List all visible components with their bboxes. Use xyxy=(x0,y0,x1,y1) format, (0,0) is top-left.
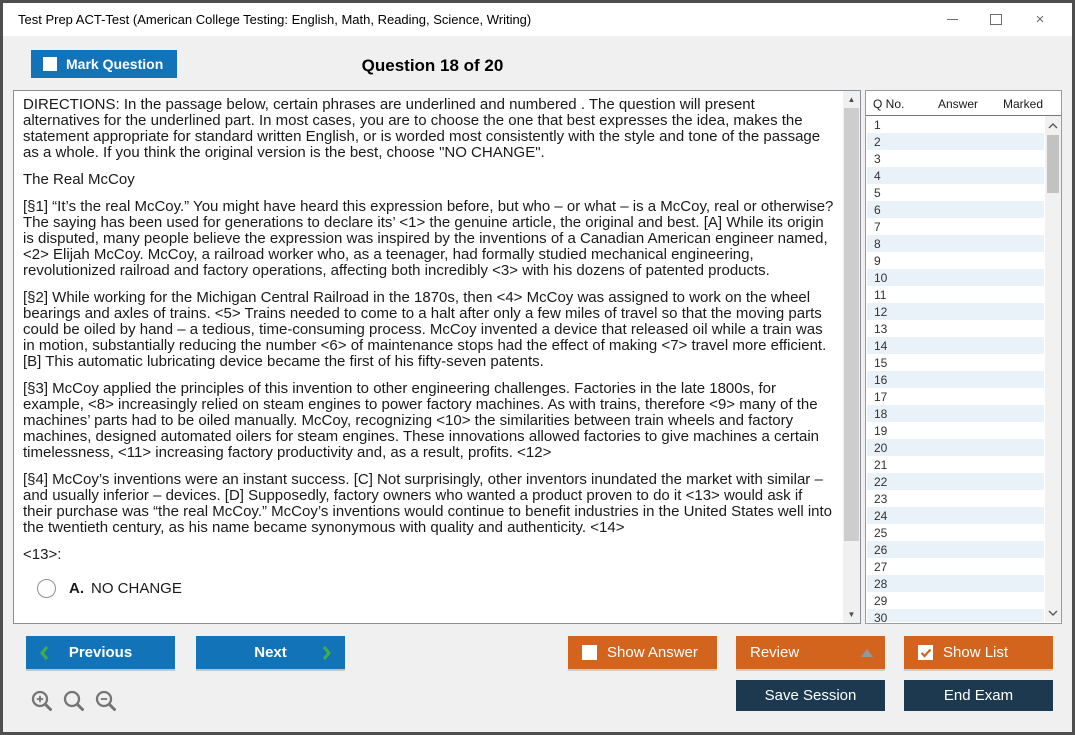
question-list-row[interactable] xyxy=(867,235,1044,252)
q-no-cell: 1 xyxy=(874,117,881,132)
question-list-row[interactable] xyxy=(867,541,1044,558)
question-list-row[interactable] xyxy=(867,422,1044,439)
q-no-cell: 23 xyxy=(874,491,888,506)
chevron-up-icon[interactable] xyxy=(1045,118,1061,133)
q-no-cell: 24 xyxy=(874,508,888,523)
next-button[interactable] xyxy=(196,636,345,669)
show-answer-button[interactable] xyxy=(568,636,717,669)
checkmark-icon xyxy=(920,648,932,658)
passage-content xyxy=(23,97,834,622)
zoom-in-icon[interactable] xyxy=(30,689,55,714)
question-list-row[interactable] xyxy=(867,609,1044,622)
q-no-cell: 28 xyxy=(874,576,888,591)
chevron-right-icon xyxy=(322,645,332,661)
scroll-down-icon[interactable]: ▼ xyxy=(847,610,856,619)
question-list-row[interactable] xyxy=(867,252,1044,269)
question-list-row[interactable] xyxy=(867,473,1044,490)
show-list-checkbox[interactable] xyxy=(918,645,933,660)
question-list-row[interactable] xyxy=(867,201,1044,218)
question-list-row[interactable] xyxy=(867,337,1044,354)
question-list-row[interactable] xyxy=(867,286,1044,303)
question-list-row[interactable] xyxy=(867,150,1044,167)
question-list-row[interactable] xyxy=(867,439,1044,456)
maximize-icon xyxy=(990,14,1002,25)
question-list-row[interactable] xyxy=(867,184,1044,201)
q-no-cell: 13 xyxy=(874,321,888,336)
question-list-scrollbar[interactable] xyxy=(1045,116,1061,622)
passage-paragraph-3: [§3] McCoy applied the principles of this invention to other engineering challenges. Factories in the late 1800s, for example, <8> increasingly relied on steam engines to power factory machines. As with trains, therefore <9> many of the machines’ parts had to be oiled manually. McCoy, recognizing <10> the similarities between train wheels and factory machines, designed automated oilers for steam engines. These innovations allowed factories to give machines a certain timelessness, <11> increasing factory productivity and, as a result, profits. <12> xyxy=(23,380,820,461)
q-no-cell: 30 xyxy=(874,610,888,622)
question-list-row[interactable] xyxy=(867,269,1044,286)
zoom-reset-icon[interactable] xyxy=(62,689,87,714)
passage-paragraph-2: [§2] While working for the Michigan Central Railroad in the 1870s, then <4> McCoy was assigned to work on the wheel bearings and axles of trains. <5> Trains needed to come to a halt after only a few miles of travel so that the moving parts could be oiled by hand – a tedious, time-consuming process. McCoy invented a device that released oil while a train was in motion, substantially reducing the number <6> of maintenance stops had the effect of making <7> travel more efficient. [B] This automatic lubricating device became the first of his fifty-seven patents. xyxy=(23,289,827,370)
minimize-icon xyxy=(947,19,958,20)
chevron-down-icon[interactable] xyxy=(1045,605,1061,620)
show-answer-label: Show Answer xyxy=(607,644,698,661)
q-no-cell: 26 xyxy=(874,542,888,557)
review-button[interactable] xyxy=(736,636,885,669)
passage-panel xyxy=(13,90,861,624)
question-list-row[interactable] xyxy=(867,575,1044,592)
window-controls xyxy=(930,3,1062,36)
q-no-cell: 22 xyxy=(874,474,888,489)
end-exam-label: End Exam xyxy=(943,687,1014,704)
maximize-button[interactable] xyxy=(974,3,1018,36)
question-list-row[interactable] xyxy=(867,456,1044,473)
q-no-cell: 15 xyxy=(874,355,888,370)
q-no-cell: 19 xyxy=(874,423,888,438)
previous-button[interactable] xyxy=(26,636,175,669)
passage-scrollbar[interactable] xyxy=(843,91,860,623)
option-text: NO CHANGE xyxy=(91,579,182,597)
q-no-cell: 25 xyxy=(874,525,888,540)
passage-paragraph-1: [§1] “It’s the real McCoy.” You might have heard this expression before, but who – or what – is a McCoy, real or otherwise? The saying has been used for generations to declare its’ <1> the genuine article, the original and best. [A] While its origin is disputed, many people believe the expression was inspired by the inventions of a Canadian American engineer named, <2> Elijah McCoy. McCoy, a railroad worker who, as a teenager, had formally studied mechanical engineering, revolutionized railroad and factory operations, affecting both incredibly <3> with his dozens of patented products. xyxy=(23,198,834,279)
scrollbar-thumb[interactable] xyxy=(1047,135,1059,193)
next-label: Next xyxy=(254,644,287,661)
save-session-label: Save Session xyxy=(764,687,857,704)
window-title: Test Prep ACT-Test (American College Testing: English, Math, Reading, Science, Writing) xyxy=(18,12,532,27)
title-bar xyxy=(3,3,1072,36)
q-no-cell: 16 xyxy=(874,372,888,387)
radio-button-icon[interactable] xyxy=(37,579,56,598)
question-list-row[interactable] xyxy=(867,490,1044,507)
show-answer-checkbox[interactable] xyxy=(582,645,597,660)
q-no-cell: 4 xyxy=(874,168,881,183)
question-list-row[interactable] xyxy=(867,592,1044,609)
question-list-row[interactable] xyxy=(867,303,1044,320)
question-prompt: <13>: xyxy=(23,546,62,563)
question-list-row[interactable] xyxy=(867,116,1044,133)
q-no-cell: 8 xyxy=(874,236,881,251)
mark-question-label: Mark Question xyxy=(66,56,164,72)
question-list-row[interactable] xyxy=(867,558,1044,575)
minimize-button[interactable] xyxy=(930,3,974,36)
q-no-cell: 20 xyxy=(874,440,888,455)
q-no-cell: 10 xyxy=(874,270,888,285)
question-list-row[interactable] xyxy=(867,167,1044,184)
q-no-cell: 2 xyxy=(874,134,881,149)
zoom-out-icon[interactable] xyxy=(94,689,119,714)
end-exam-button[interactable] xyxy=(904,680,1053,711)
question-list-row[interactable] xyxy=(867,133,1044,150)
q-no-cell: 18 xyxy=(874,406,888,421)
q-no-cell: 11 xyxy=(874,287,887,302)
question-list-rows xyxy=(867,116,1044,622)
question-list-row[interactable] xyxy=(867,507,1044,524)
marked-column-header: Marked xyxy=(1003,97,1044,111)
q-no-cell: 27 xyxy=(874,559,888,574)
question-list-row[interactable] xyxy=(867,388,1044,405)
answer-column-header: Answer xyxy=(938,97,979,111)
save-session-button[interactable] xyxy=(736,680,885,711)
q-no-cell: 21 xyxy=(874,457,888,472)
question-list-row[interactable] xyxy=(867,524,1044,541)
question-list-row[interactable] xyxy=(867,354,1044,371)
close-icon: × xyxy=(1035,11,1045,28)
q-no-cell: 6 xyxy=(874,202,881,217)
q-no-cell: 14 xyxy=(874,338,888,353)
question-list-panel xyxy=(865,90,1062,624)
question-counter: Question 18 of 20 xyxy=(361,56,504,75)
q-no-cell: 29 xyxy=(874,593,888,608)
chevron-left-icon xyxy=(39,645,49,661)
q-no-cell: 12 xyxy=(874,304,888,319)
passage-paragraph-4: [§4] McCoy’s inventions were an instant success. [C] Not surprisingly, other inventors inundated the market with similar – and usually inferior – devices. [D] Supposedly, factory owners who wanted a product proven to do it <13> would ask if their purchase was “the real McCoy.” McCoy’s inventions would continue to benefit industries in the United States well into the twentieth century, as his name became synonymous with quality and authenticity. <14> xyxy=(23,471,833,536)
question-list-row[interactable] xyxy=(867,405,1044,422)
passage-title: The Real McCoy xyxy=(23,171,135,188)
answer-option-a[interactable] xyxy=(23,579,834,598)
option-letter: A. xyxy=(69,579,84,597)
q-no-cell: 3 xyxy=(874,151,881,166)
q-no-cell: 9 xyxy=(874,253,881,268)
q-no-cell: 7 xyxy=(874,219,881,234)
show-list-button[interactable] xyxy=(904,636,1053,669)
qno-column-header: Q No. xyxy=(873,97,905,111)
question-list-row[interactable] xyxy=(867,320,1044,337)
directions-text: DIRECTIONS: In the passage below, certain phrases are underlined and numbered . The question will present alternatives for the underlined part. In most cases, you are to choose the one that best expresses the idea, makes the statement appropriate for standard written English, or is worded most consistently with the style and tone of the passage as a whole. If you think the original version is the best, choose "NO CHANGE". xyxy=(23,97,821,161)
triangle-up-icon xyxy=(861,649,873,657)
close-button[interactable] xyxy=(1018,3,1062,36)
question-list-header xyxy=(866,91,1061,116)
scroll-up-icon[interactable]: ▲ xyxy=(847,95,856,104)
zoom-controls xyxy=(30,689,119,714)
review-label: Review xyxy=(750,644,800,661)
question-list-row[interactable] xyxy=(867,218,1044,235)
question-list-row[interactable] xyxy=(867,371,1044,388)
scrollbar-thumb[interactable] xyxy=(844,108,859,541)
q-no-cell: 17 xyxy=(874,389,888,404)
previous-label: Previous xyxy=(68,644,133,661)
show-list-label: Show List xyxy=(943,644,1009,661)
q-no-cell: 5 xyxy=(874,185,881,200)
